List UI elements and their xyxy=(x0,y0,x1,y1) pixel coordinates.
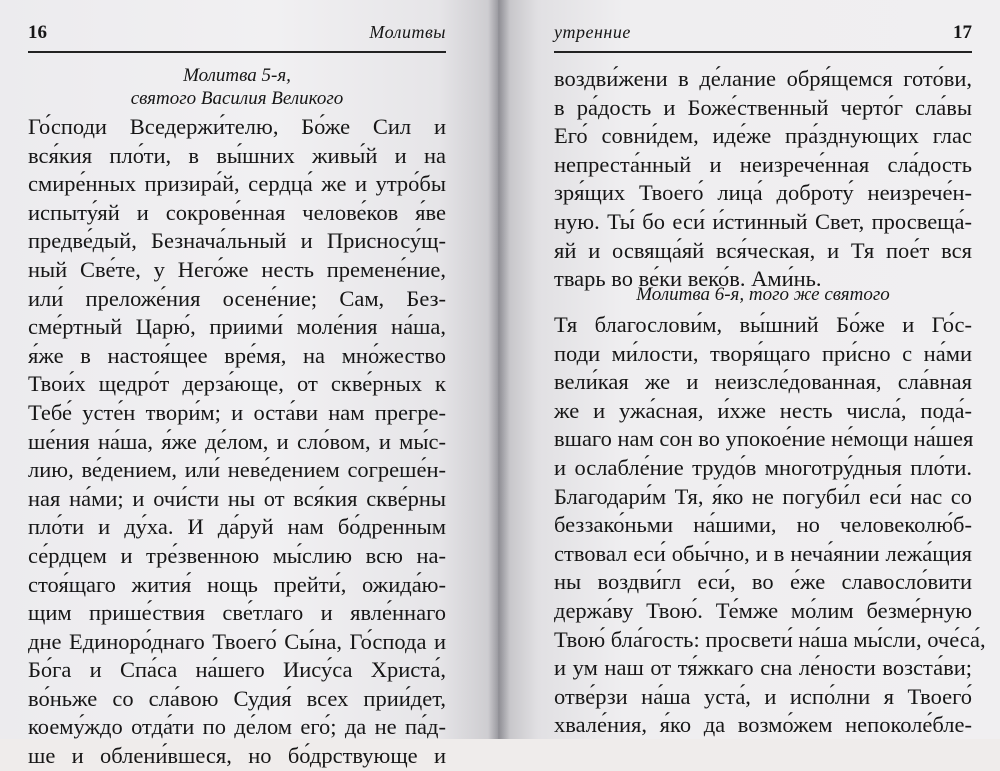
prayer-text xyxy=(28,113,446,771)
prayer-heading-line: Молитва 5-я, xyxy=(183,65,291,86)
text-line: хвале́ния, я́ко да возмо́жем непоколе́бле- xyxy=(554,712,972,738)
text-line: тварь во ве́ки веко́в. Ами́нь. xyxy=(554,266,822,292)
left-page xyxy=(0,0,498,769)
text-line: ная на́ми; и очи́сти ны от вся́кия скве́рны xyxy=(28,485,446,511)
prayer-text xyxy=(554,311,986,740)
text-line: дне Единоро́днаго Твоего́ Сы́на, Го́спода и xyxy=(28,628,446,654)
prayer-heading xyxy=(28,64,446,110)
prayer-heading-line: Молитва 6-я, того же святого xyxy=(636,284,890,305)
text-line: воздви́жени в де́лание обря́щемся гото́ви, xyxy=(554,66,972,91)
text-line: ны воздви́гл еси́, во е́же славосло́вити xyxy=(554,569,972,595)
text-line: ную. Ты́ бо еси́ и́стинный Свет, просвеща́- xyxy=(554,208,972,234)
text-line: сме́ртный Царю́, приими́ моле́ния на́ша, xyxy=(28,314,446,340)
prayer-text xyxy=(554,65,972,294)
prayer-heading xyxy=(554,283,972,306)
text-line: се́рдцем и тре́звенною мы́слию всю на- xyxy=(28,542,446,568)
text-line: Благодари́м Тя, я́ко не погуби́л еси́ нас со xyxy=(554,483,972,509)
right-page-header xyxy=(554,22,972,48)
left-page-header xyxy=(28,22,446,48)
text-line: смире́нных призира́й, сердца́ же и утро́бы xyxy=(28,171,446,197)
running-title: Молитвы xyxy=(369,22,446,42)
text-line: ствовал еси́ обы́чно, и в неча́янии лежа́щия xyxy=(554,540,972,566)
text-line: Твои́х щедро́т дерза́юще, от скве́рных к xyxy=(28,371,446,397)
text-line: вся́кия пло́ти, в вы́шних живы́й и на xyxy=(28,142,446,168)
text-line: ше и облени́вшеся, но бо́дрствующе и xyxy=(28,743,446,769)
text-line: щим прише́ствия све́тлаго и явле́ннаго xyxy=(28,600,446,626)
text-line: же и ужа́сная, и́хже несть числа́, пода́- xyxy=(554,397,972,423)
running-title: утренние xyxy=(554,22,631,42)
text-line: Тебе́ усте́н твори́м; и оста́ви нам прегре- xyxy=(28,399,446,425)
text-line: беззако́ньми на́шими, но человеколю́б- xyxy=(554,512,972,538)
text-line: Бо́га и Спа́са на́шего Иису́са Христа́, xyxy=(28,657,446,683)
text-line: пло́ти и ду́ха. И да́руй нам бо́дренным xyxy=(28,514,446,540)
text-line: коему́ждо отда́ти по де́лом его́; да не па́д- xyxy=(28,714,446,740)
header-rule xyxy=(28,51,446,53)
text-line: в ра́дость и Боже́ственный черто́г сла́вы xyxy=(554,94,972,120)
text-line: зря́щих Твоего́ лица́ доброту́ неизрече́н- xyxy=(554,180,972,206)
prayer-heading-line: святого Василия Великого xyxy=(130,88,344,109)
text-line: Твою́ бла́гость: просвети́ на́ша мы́сли, оче́са́, xyxy=(554,626,986,652)
text-line: Его́ совни́дем, иде́же пра́зднующих глас xyxy=(554,123,972,149)
text-line: держа́ву Твою́. Те́мже мо́лим безме́рную xyxy=(554,597,972,623)
text-line: вели́кая же и неизсле́дованная, сла́вная xyxy=(554,369,972,395)
text-line: Тя благослови́м, вы́шний Бо́же и Го́с- xyxy=(554,312,972,337)
text-line: вшаго нам сон во упокое́ние не́мощи на́шея xyxy=(554,426,974,452)
header-rule xyxy=(554,51,972,53)
text-line: лию, ве́дением, или́ неве́дением согреше́н- xyxy=(28,457,446,483)
text-line: яй и освяща́яй вся́ческая, и Тя пое́т вся xyxy=(554,237,972,263)
book-gutter xyxy=(488,0,510,739)
text-line: непреста́нный и неизрече́нная сла́дость xyxy=(554,151,972,177)
text-line: и ослабле́ние трудо́в многотру́дныя пло́ти. xyxy=(554,454,972,480)
text-line: или́ преложе́ния осене́ние; Сам, Без- xyxy=(28,285,446,311)
text-line: я́же в настоя́щее вре́мя, на мно́жество xyxy=(28,342,446,368)
page-number: 17 xyxy=(953,22,972,43)
text-line: отве́рзи на́ша уста́, и испо́лни я Твоего́ xyxy=(554,683,972,709)
text-line: ше́ния на́ша, я́же де́лом, и сло́вом, и мы́с- xyxy=(28,428,446,454)
text-line: Го́споди Вседержи́телю, Бо́же Сил и xyxy=(28,114,446,139)
text-line: и ум наш от тя́жкаго сна ле́ности возста́ви; xyxy=(554,655,972,681)
text-line: поди ми́лости, творя́щаго при́сно с на́ми xyxy=(554,340,972,366)
page-number: 16 xyxy=(28,22,47,43)
text-line: испыту́яй и сокрове́нная челове́ков я́ве xyxy=(28,199,446,225)
text-line: стоя́щаго жития́ нощь прейти́, ожида́ю- xyxy=(28,571,446,597)
text-line: ный Све́те, у Него́же несть премене́ние, xyxy=(28,256,446,282)
right-page xyxy=(498,0,1000,739)
text-line: предве́дый, Безнача́льный и Присносу́щ- xyxy=(28,228,446,254)
text-line: во́ньже со сла́вою Судия́ всех прии́дет, xyxy=(28,685,446,711)
